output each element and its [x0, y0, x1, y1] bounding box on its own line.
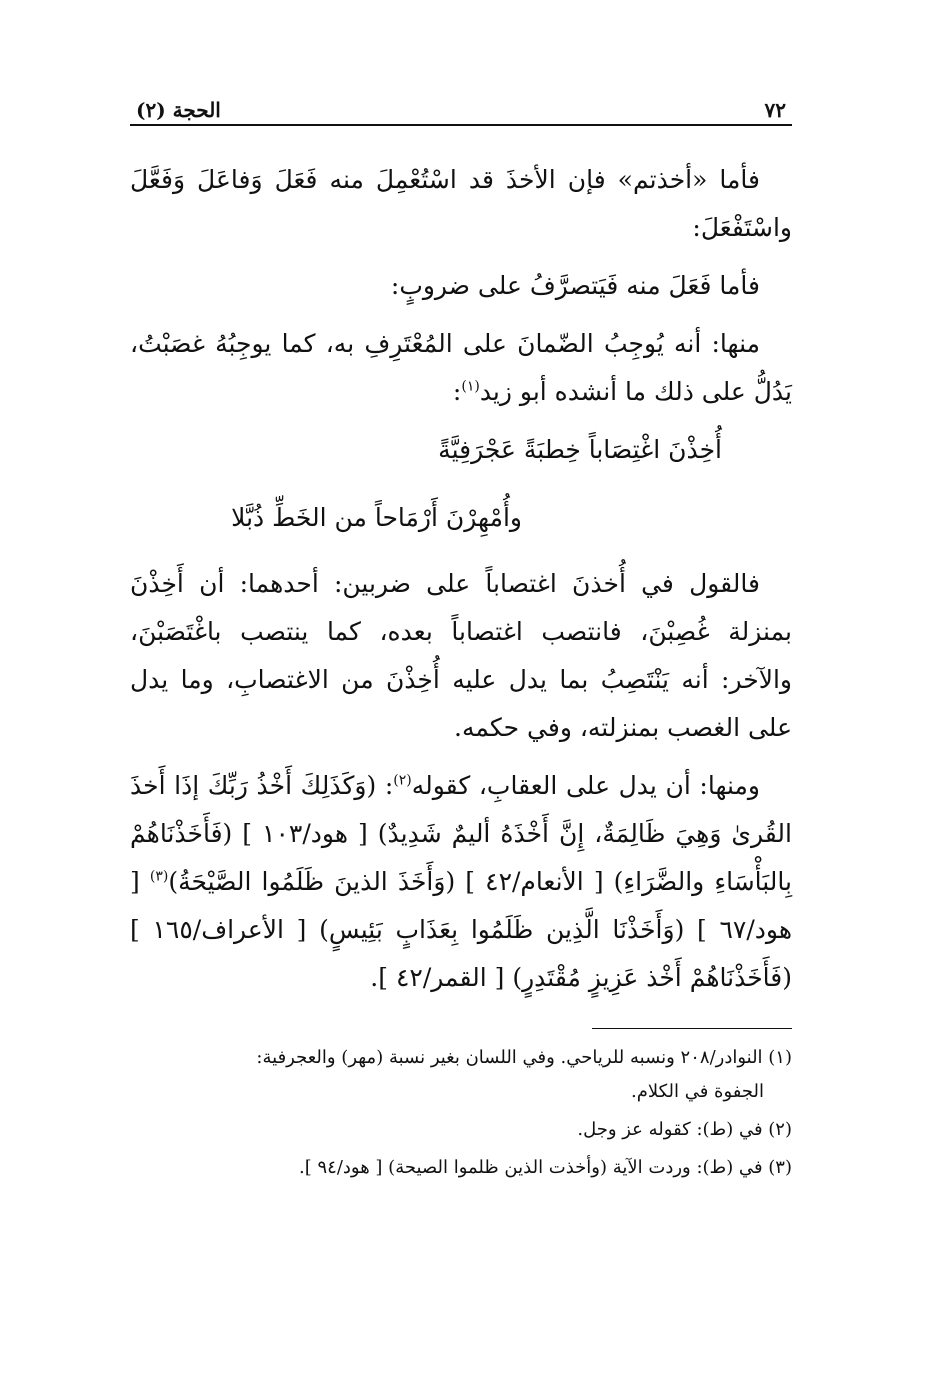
- paragraph-5: [130, 762, 792, 1002]
- footnote-ref-1: (١): [461, 378, 480, 395]
- paragraph-3-end: :: [452, 377, 462, 406]
- verse-line-1: أُخِذْنَ اغْتِصَاباً خِطبَةً عَجْرَفِيَّةً: [438, 435, 722, 464]
- paragraph-4: فالقول في أُخذنَ اغتصاباً على ضربين: أحدهما: أن أَخِذْنَ بمنزلة غُصِبْنَ، فانتصب اغتصاباً بعده، كما ينتصب باغْتَصَبْنَ، والآخر: أنه يَنْتَصِبُ بما يدل عليه أُخِذْنَ من الاغتصابِ، وما يدل على الغصب بمنزلته، وفي حكمه.: [130, 569, 792, 742]
- footnote-ref-3: (٣): [149, 868, 169, 885]
- footnote-3: (٣) في (ط): وردت الآية (وأخذت الذين ظلموا الصيحة) [ هود/٩٤ ].: [299, 1157, 792, 1178]
- poetry-verse: [130, 426, 792, 542]
- footnote-1: [130, 1041, 792, 1109]
- main-text: [130, 156, 792, 1002]
- paragraph-5-text-b: : (وَكَذَلِكَ أَخْذُ رَبِّكَ إذَا أَخذَ القُرىٰ وَهِيَ ظَالِمَةٌ، إِنَّ أَخْذَهُ أليمٌ شَدِيدٌ) [ هود/١٠٣ ] (فَأَخَذْنَاهُمْ بِالبَأْسَاءِ والضَّرَاءِ) [ الأنعام/٤٢ ] (وَأَخَذَ الذينَ ظَلَمُوا الصَّيْحَةُ): [130, 771, 793, 896]
- footnote-1-text: (١) النوادر/٢٠٨ ونسبه للرياحي. وفي اللسان بغير نسبة (مهر) والعجرفية:: [256, 1047, 792, 1068]
- page-header: [130, 88, 792, 126]
- footnote-2: (٢) في (ط): كقوله عز وجل.: [577, 1119, 792, 1140]
- footnotes: [130, 1041, 792, 1185]
- book-page: [130, 88, 792, 1189]
- page-number: ٧٢: [764, 98, 786, 122]
- paragraph-3-text: منها: أنه يُوجِبُ الضّمانَ على المُعْتَرِفِ به، كما يوجِبُهُ غصَبْتُ، يَدُلُّ على ذلك ما أنشده أبو زيد: [130, 329, 792, 406]
- verse-line-2: وأُمْهِرْنَ أَرْمَاحاً من الخَطِّ ذُبَّلا: [231, 503, 522, 532]
- footnote-separator: [592, 1028, 792, 1029]
- paragraph-5-text-a: ومنها: أن يدل على العقابِ، كقوله: [411, 771, 760, 800]
- paragraph-2: فأما فَعَلَ منه فَيَتصرَّفُ على ضروبٍ:: [390, 271, 760, 300]
- running-title: الحجة (٢): [136, 98, 221, 122]
- paragraph-3: [130, 320, 792, 416]
- footnote-ref-2: (٢): [393, 772, 412, 789]
- footnote-1-continuation: الجفوة في الكلام.: [630, 1081, 764, 1102]
- paragraph-1: فأما «أخذتم» فإن الأخذَ قد اسْتُعْمِلَ منه فَعَلَ وَفاعَلَ وَفَعَّلَ واسْتَفْعَلَ:: [130, 165, 792, 242]
- paragraph-5-text-c: [ هود/٦٧ ] (وَأَخَذْنَا الَّذِين ظَلَمُوا بِعَذَابٍ بَئِيسٍ) [ الأعراف/١٦٥ ] (فَأَخَذْنَاهُمْ أَخْذ عَزِيزٍ مُقْتَدِرٍ) [ القمر/٤٢ ].: [130, 867, 792, 992]
